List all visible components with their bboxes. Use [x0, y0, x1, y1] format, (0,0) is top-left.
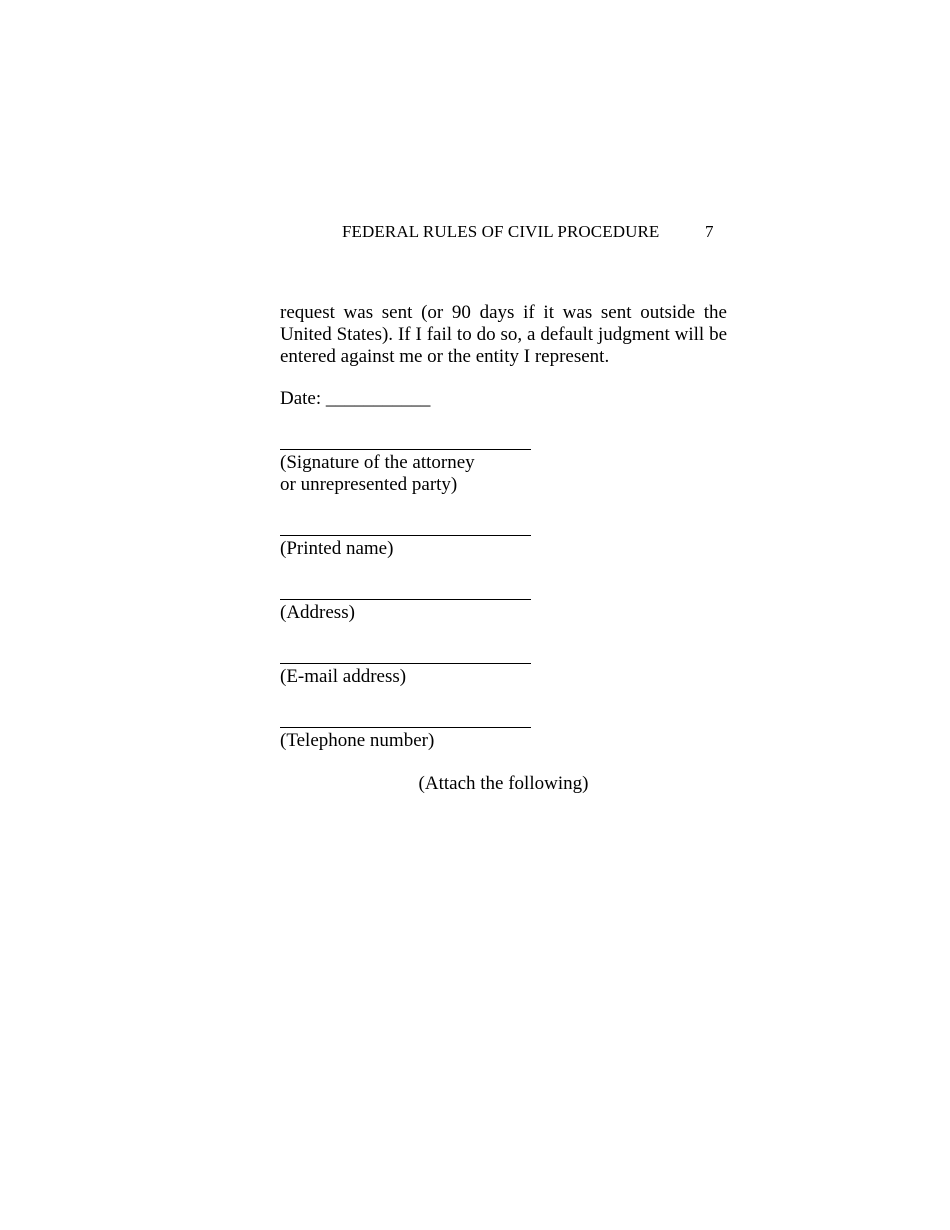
printed-name-caption: (Printed name)	[280, 538, 394, 559]
telephone-caption: (Telephone number)	[280, 730, 435, 751]
attach-note: (Attach the following)	[418, 773, 589, 794]
telephone-rule	[280, 727, 531, 728]
signature-caption-line2: or unrepresented party)	[280, 474, 458, 495]
address-rule	[280, 599, 531, 600]
date-field: Date: ___________	[280, 388, 431, 409]
body-paragraph: request was sent (or 90 days if it was sent outside the United States). If I fail to do so, a default judgment will be entered against me or the entity I represent.	[280, 302, 727, 367]
signature-rule	[280, 449, 531, 450]
running-title: FEDERAL RULES OF CIVIL PROCEDURE	[342, 222, 660, 241]
email-rule	[280, 663, 531, 664]
address-caption: (Address)	[280, 602, 355, 623]
signature-caption-line1: (Signature of the attorney	[280, 452, 475, 473]
printed-name-rule	[280, 535, 531, 536]
email-caption: (E-mail address)	[280, 666, 407, 687]
page-number: 7	[705, 222, 714, 241]
